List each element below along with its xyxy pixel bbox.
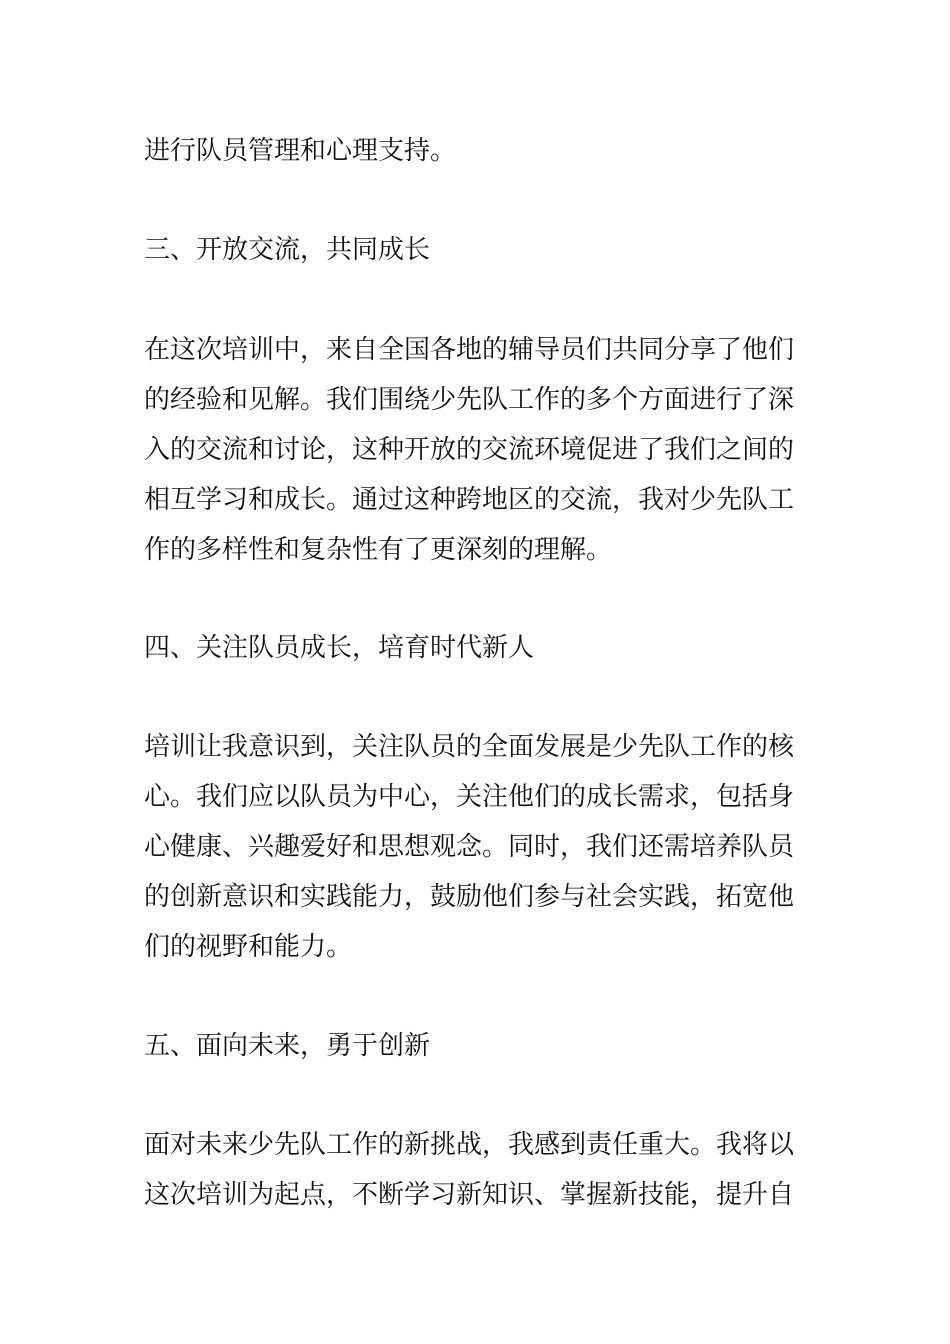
- text-line: 心健康、兴趣爱好和思想观念。同时，我们还需培养队员: [144, 832, 795, 862]
- section-heading-3: [144, 225, 809, 275]
- text-line: 的创新意识和实践能力，鼓励他们参与社会实践，拓宽他: [144, 882, 795, 912]
- text-line: 这次培训为起点，不断学习新知识、掌握新技能，提升自: [144, 1180, 795, 1210]
- paragraph-future: [144, 1120, 809, 1220]
- text-line: 的经验和见解。我们围绕少先队工作的多个方面进行了深: [144, 385, 795, 415]
- text-line: 心。我们应以队员为中心，关注他们的成长需求，包括身: [144, 782, 795, 812]
- text-line: 们的视野和能力。: [144, 932, 353, 962]
- section-heading-4: [144, 623, 809, 673]
- text-line: 相互学习和成长。通过这种跨地区的交流，我对少先队工: [144, 485, 795, 515]
- text-line: 面对未来少先队工作的新挑战，我感到责任重大。我将以: [144, 1130, 795, 1160]
- text-line: 入的交流和讨论，这种开放的交流环境促进了我们之间的: [144, 435, 795, 465]
- text-line: 作的多样性和复杂性有了更深刻的理解。: [144, 535, 613, 565]
- section-heading-5: [144, 1021, 809, 1071]
- text-line: 进行队员管理和心理支持。: [144, 136, 457, 166]
- paragraph-member-growth: [144, 722, 809, 972]
- heading-text: 四、关注队员成长，培育时代新人: [144, 633, 535, 663]
- text-line: 培训让我意识到，关注队员的全面发展是少先队工作的核: [144, 732, 795, 762]
- heading-text: 五、面向未来，勇于创新: [144, 1031, 431, 1061]
- paragraph-open-exchange: [144, 325, 809, 575]
- text-line: 在这次培训中，来自全国各地的辅导员们共同分享了他们: [144, 335, 795, 365]
- heading-text: 三、开放交流，共同成长: [144, 235, 431, 265]
- paragraph-continued: [144, 126, 809, 176]
